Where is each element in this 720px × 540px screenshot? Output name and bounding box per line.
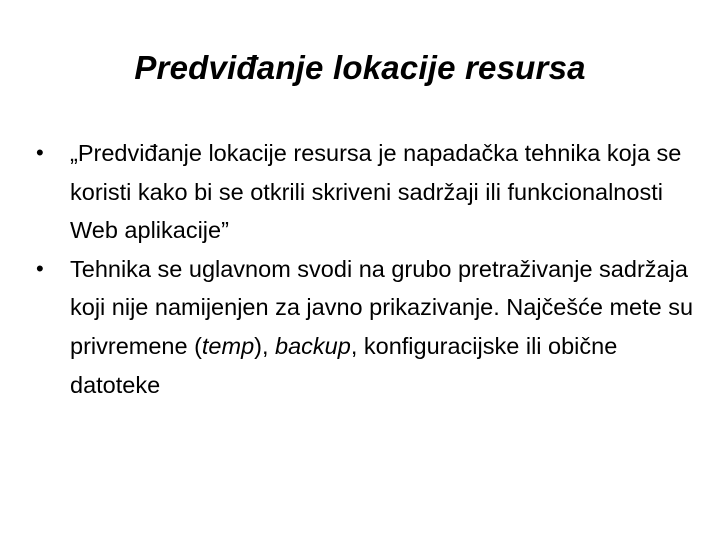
bullet-dot-icon: •: [36, 255, 44, 281]
bullet-text-2-start: Tehnika se uglavnom svodi na grubo pretraživanje sadržaja koji nije namijenjen za javno prikazivanje. Najčešće mete su privremene (: [70, 255, 694, 359]
slide-title: Predviđanje lokacije resursa: [134, 49, 586, 86]
bullet-item-1: [36, 134, 696, 250]
bullet-list: [36, 134, 696, 404]
bullet-text-2-emphasis-backup: backup: [275, 332, 351, 359]
bullet-text-2: [70, 250, 696, 404]
bullet-text-2-emphasis-temp: temp: [201, 332, 255, 359]
bullet-text-1: „Predviđanje lokacije resursa je napadačka tehnika koja se koristi kako bi se otkrili skriveni sadržaji ili funkcionalnosti Web aplikacije”: [70, 140, 682, 244]
bullet-dot-icon: •: [36, 140, 44, 165]
bullet-item-2: [36, 250, 696, 404]
bullet-text-2-mid: ),: [254, 332, 276, 359]
bullet-text-2-end: , konfiguracijske ili obične datoteke: [70, 332, 618, 398]
